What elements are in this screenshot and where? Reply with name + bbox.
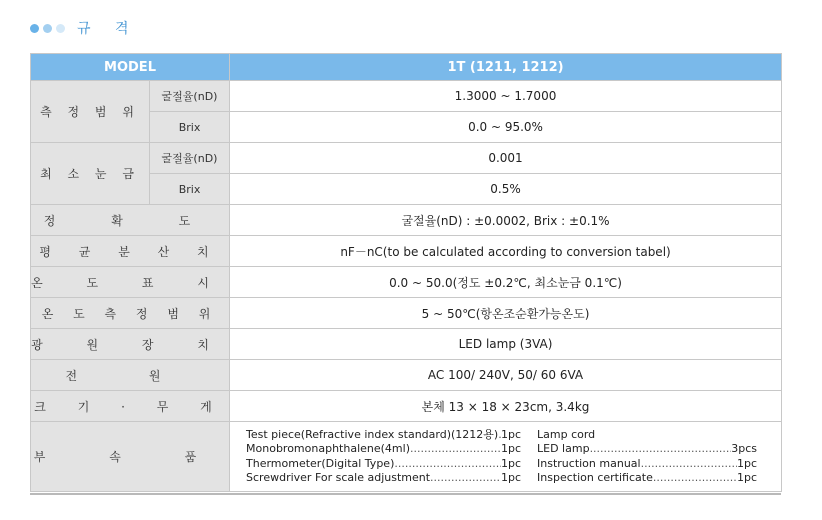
table-row bbox=[31, 391, 782, 422]
min-scale-brix-value: 0.5% bbox=[230, 174, 782, 205]
power-label: 전 원 bbox=[31, 360, 230, 391]
min-scale-nd-value: 0.001 bbox=[230, 143, 782, 174]
size-weight-value: 본체 13 × 18 × 23cm, 3.4kg bbox=[230, 391, 782, 422]
list-item: Inspection certificate ..... 1pc bbox=[537, 471, 757, 486]
measure-range-nd-value: 1.3000 ~ 1.7000 bbox=[230, 81, 782, 112]
bullet-dot-3 bbox=[56, 24, 65, 33]
accessories-left-list bbox=[246, 428, 521, 486]
bottom-divider bbox=[30, 493, 781, 495]
list-item: Thermometer(Digital Type) ..... 1pc bbox=[246, 457, 521, 472]
list-item: Screwdriver For scale adjustment ..... 1pc bbox=[246, 471, 521, 486]
size-weight-label: 크 기 · 무 게 bbox=[31, 391, 230, 422]
dispersion-value: nF－nC(to be calculated according to conversion tabel) bbox=[230, 236, 782, 267]
list-item: LED lamp ..... 3pcs bbox=[537, 442, 757, 457]
bullet-dot-1 bbox=[30, 24, 39, 33]
temp-display-label: 온 도 표 시 bbox=[31, 267, 230, 298]
measure-range-label: 측 정 범 위 bbox=[31, 81, 150, 143]
header-row bbox=[31, 54, 782, 81]
accessories-label: 부 속 품 bbox=[31, 422, 230, 492]
spec-table bbox=[30, 53, 782, 492]
model-header-label: MODEL bbox=[31, 54, 230, 81]
dispersion-label: 평 균 분 산 치 bbox=[31, 236, 230, 267]
light-source-value: LED lamp (3VA) bbox=[230, 329, 782, 360]
power-value: AC 100/ 240V, 50/ 60 6VA bbox=[230, 360, 782, 391]
table-row bbox=[31, 360, 782, 391]
table-row bbox=[31, 422, 782, 492]
table-row bbox=[31, 329, 782, 360]
model-header-value: 1T (1211, 1212) bbox=[230, 54, 782, 81]
min-scale-brix-label: Brix bbox=[150, 174, 230, 205]
table-row bbox=[31, 298, 782, 329]
table-row bbox=[31, 143, 782, 174]
min-scale-nd-label: 굴절율(nD) bbox=[150, 143, 230, 174]
measure-range-nd-label: 굴절율(nD) bbox=[150, 81, 230, 112]
temp-display-value: 0.0 ~ 50.0(정도 ±0.2℃, 최소눈금 0.1℃) bbox=[230, 267, 782, 298]
measure-range-brix-label: Brix bbox=[150, 112, 230, 143]
table-row bbox=[31, 267, 782, 298]
list-item: Monobromonaphthalene(4ml) ..... 1pc bbox=[246, 442, 521, 457]
table-row bbox=[31, 81, 782, 112]
measure-range-brix-value: 0.0 ~ 95.0% bbox=[230, 112, 782, 143]
temp-range-value: 5 ~ 50℃(항온조순환가능온도) bbox=[230, 298, 782, 329]
accuracy-value: 굴절율(nD) : ±0.0002, Brix : ±0.1% bbox=[230, 205, 782, 236]
accuracy-label: 정 확 도 bbox=[31, 205, 230, 236]
accessories-value bbox=[230, 422, 782, 492]
table-row bbox=[31, 205, 782, 236]
min-scale-label: 최 소 눈 금 bbox=[31, 143, 150, 205]
section-title: 규 격 bbox=[77, 21, 139, 37]
list-item: Lamp cord bbox=[537, 427, 596, 441]
section-heading bbox=[30, 16, 139, 40]
table-row bbox=[31, 236, 782, 267]
accessories-right-list bbox=[537, 428, 757, 486]
temp-range-label: 온 도 측 정 범 위 bbox=[31, 298, 230, 329]
list-item: Test piece(Refractive index standard)(1212용) ..... 1pc bbox=[246, 428, 521, 443]
light-source-label: 광 원 장 치 bbox=[31, 329, 230, 360]
bullet-dot-2 bbox=[43, 24, 52, 33]
list-item: Instruction manual ..... 1pc bbox=[537, 457, 757, 472]
